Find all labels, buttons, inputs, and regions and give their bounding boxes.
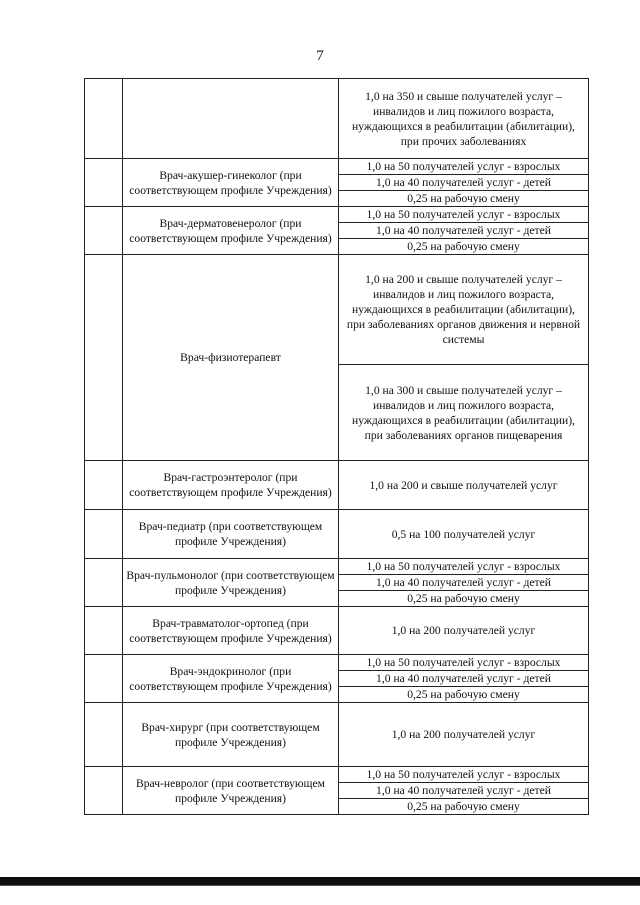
position-cell: Врач-физиотерапевт xyxy=(123,255,339,461)
position-cell xyxy=(123,79,339,159)
table-row xyxy=(85,207,589,223)
norm-cell: 0,25 на рабочую смену xyxy=(339,591,589,607)
norm-cell: 1,0 на 40 получателей услуг - детей xyxy=(339,671,589,687)
position-cell: Врач-акушер-гинеколог (при соответствующем профиле Учреждения) xyxy=(123,159,339,207)
page-number: 7 xyxy=(316,48,324,64)
norm-cell: 1,0 на 200 получателей услуг xyxy=(339,607,589,655)
row-number-cell xyxy=(85,159,123,207)
row-number-cell xyxy=(85,703,123,767)
row-number-cell xyxy=(85,510,123,559)
table-row xyxy=(85,655,589,671)
norm-cell: 1,0 на 200 и свыше получателей услуг – инвалидов и лиц пожилого возраста, нуждающихся в реабилитации (абилитации), при заболеваниях органов движения и нервной системы xyxy=(339,255,589,365)
row-number-cell xyxy=(85,79,123,159)
scan-edge-line xyxy=(0,885,640,886)
row-number-cell xyxy=(85,207,123,255)
position-cell: Врач-хирург (при соответствующем профиле Учреждения) xyxy=(123,703,339,767)
table-row xyxy=(85,559,589,575)
norm-cell: 1,0 на 50 получателей услуг - взрослых xyxy=(339,159,589,175)
norm-cell: 1,0 на 50 получателей услуг - взрослых xyxy=(339,559,589,575)
table-row xyxy=(85,510,589,559)
position-cell: Врач-дерматовенеролог (при соответствующем профиле Учреждения) xyxy=(123,207,339,255)
table-row xyxy=(85,159,589,175)
norm-cell: 0,25 на рабочую смену xyxy=(339,799,589,815)
norm-cell: 1,0 на 40 получателей услуг - детей xyxy=(339,175,589,191)
norm-cell: 1,0 на 40 получателей услуг - детей xyxy=(339,575,589,591)
position-cell: Врач-эндокринолог (при соответствующем профиле Учреждения) xyxy=(123,655,339,703)
norm-cell: 1,0 на 200 и свыше получателей услуг xyxy=(339,461,589,510)
table-row xyxy=(85,607,589,655)
scan-edge-bar xyxy=(0,877,640,885)
table-row xyxy=(85,703,589,767)
row-number-cell xyxy=(85,655,123,703)
row-number-cell xyxy=(85,767,123,815)
norm-cell: 1,0 на 350 и свыше получателей услуг – инвалидов и лиц пожилого возраста, нуждающихся в реабилитации (абилитации), при прочих заболеваниях xyxy=(339,79,589,159)
norm-cell: 0,25 на рабочую смену xyxy=(339,687,589,703)
staffing-norms-table xyxy=(84,78,589,815)
row-number-cell xyxy=(85,255,123,461)
norm-cell: 1,0 на 50 получателей услуг - взрослых xyxy=(339,207,589,223)
table-row xyxy=(85,79,589,159)
row-number-cell xyxy=(85,559,123,607)
norm-cell: 0,25 на рабочую смену xyxy=(339,239,589,255)
table-row xyxy=(85,461,589,510)
norm-cell: 0,25 на рабочую смену xyxy=(339,191,589,207)
norm-cell: 1,0 на 200 получателей услуг xyxy=(339,703,589,767)
position-cell: Врач-пульмонолог (при соответствующем профиле Учреждения) xyxy=(123,559,339,607)
norm-cell: 1,0 на 40 получателей услуг - детей xyxy=(339,783,589,799)
norm-cell: 1,0 на 40 получателей услуг - детей xyxy=(339,223,589,239)
row-number-cell xyxy=(85,461,123,510)
row-number-cell xyxy=(85,607,123,655)
position-cell: Врач-невролог (при соответствующем профиле Учреждения) xyxy=(123,767,339,815)
norm-cell: 0,5 на 100 получателей услуг xyxy=(339,510,589,559)
norm-cell: 1,0 на 50 получателей услуг - взрослых xyxy=(339,767,589,783)
table-row xyxy=(85,255,589,365)
position-cell: Врач-гастроэнтеролог (при соответствующем профиле Учреждения) xyxy=(123,461,339,510)
norm-cell: 1,0 на 50 получателей услуг - взрослых xyxy=(339,655,589,671)
position-cell: Врач-педиатр (при соответствующем профиле Учреждения) xyxy=(123,510,339,559)
norm-cell: 1,0 на 300 и свыше получателей услуг – инвалидов и лиц пожилого возраста, нуждающихся в реабилитации (абилитации), при заболеваниях органов пищеварения xyxy=(339,365,589,461)
position-cell: Врач-травматолог-ортопед (при соответствующем профиле Учреждения) xyxy=(123,607,339,655)
table-row xyxy=(85,767,589,783)
